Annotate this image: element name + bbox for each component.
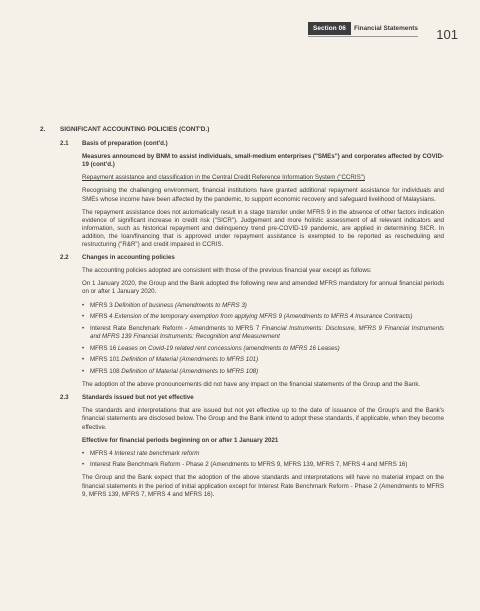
paragraph: The Group and the Bank expect that the adoption of the above standards and interpretations will have no material impact on the financial statements in the period of initial application except for Interest Rate Benchmark Reform - Phase 2 (Amendments to MFRS 9, MFRS 139, MFRS 7, MFRS 4 and MFRS 16). xyxy=(82,474,444,498)
section-title: Financial Statements xyxy=(354,25,418,32)
standards-list xyxy=(82,450,444,470)
standards-list xyxy=(82,302,444,377)
section-tag: Section 06 xyxy=(308,22,351,35)
section-number: 2.2 xyxy=(60,254,69,262)
section-number: 2.3 xyxy=(60,394,69,402)
list-item: • MFRS 4 Extension of the temporary exemption from applying MFRS 9 (Amendments to MFRS 4 Insurance Contracts) xyxy=(82,313,444,321)
paragraph: The accounting policies adopted are consistent with those of the previous financial year except as follows: xyxy=(82,267,372,275)
section-title: Changes in accounting policies xyxy=(82,254,175,262)
section-number: 2.1 xyxy=(60,140,69,148)
page-number: 101 xyxy=(436,27,458,42)
list-item: • MFRS 4 Interest rate benchmark reform xyxy=(82,450,444,458)
list-item: • MFRS 108 Definition of Material (Amendments to MFRS 108) xyxy=(82,368,444,376)
paragraph: Recognising the challenging environment, financial institutions have granted additional repayment assistance for individuals and SMEs whose income have been affected by the pandemic, to support economic recovery and safeguard livelihood of Malaysians. xyxy=(82,187,444,203)
list-item: • Interest Rate Benchmark Reform - Amendments to MFRS 7 Financial Instruments: Disclosure, MFRS 9 Financial Instruments and MFRS 139 Financial Instruments: Recognition and Measurement xyxy=(82,325,444,341)
heading-title: SIGNIFICANT ACCOUNTING POLICIES (CONT'D.) xyxy=(60,126,210,133)
list-item: • MFRS 3 Definition of business (Amendments to MFRS 3) xyxy=(82,302,444,310)
section-2-1 xyxy=(40,140,444,254)
paragraph: The adoption of the above pronouncements did not have any impact on the financial statements of the Group and the Bank. xyxy=(82,381,421,389)
list-item: • MFRS 16 Leases on Covid-19 related rent concessions (amendments to MFRS 16 Leases) xyxy=(82,345,444,353)
document-body xyxy=(40,126,444,504)
paragraph: The standards and interpretations that are issued but not yet effective up to the date of issuance of the Group's and the Bank's financial statements are disclosed below. The Group and the Bank intend to adopt these standards, if applicable, when they become effective. xyxy=(82,407,444,431)
paragraph: The repayment assistance does not automatically result in a stage transfer under MFRS 9 in the absence of other factors indication evidence of significant increase in credit risk ("SICR"). Judgement and more holistic assessment of all relevant indicators and information, such as historical repayment and delinquency trend pre-COVID-19 pandemic, are applied in determining SICR. In addition, the loan/financing that is approved under repayment assistance is exempted to be reported as rescheduling and restructuring ("R&R") and credit impaired in CCRIS. xyxy=(82,208,444,249)
underlined-heading: Repayment assistance and classification in the Central Credit Reference Information System ("CCRIS") xyxy=(82,174,365,182)
subheading: Effective for financial periods beginning on or after 1 January 2021 xyxy=(82,436,279,444)
section-title: Basis of preparation (cont'd.) xyxy=(82,140,168,148)
list-item: • MFRS 101 Definition of Material (Amendments to MFRS 101) xyxy=(82,356,444,364)
list-item: • Interest Rate Benchmark Reform - Phase 2 (Amendments to MFRS 9, MFRS 139, MFRS 7, MFRS 4 and MFRS 16) xyxy=(82,461,444,469)
section-2-3 xyxy=(40,394,444,504)
section-2-2 xyxy=(40,254,444,394)
paragraph: On 1 January 2020, the Group and the Bank adopted the following new and amended MFRS mandatory for annual financial periods on or after 1 January 2020. xyxy=(82,280,444,296)
section-title: Standards issued but not yet effective xyxy=(82,394,194,402)
subheading: Measures announced by BNM to assist individuals, small-medium enterprises ("SMEs") and corporates affected by COVID-19 (cont'd.) xyxy=(82,153,444,169)
header-rule xyxy=(308,36,418,37)
heading-number: 2. xyxy=(40,126,46,133)
